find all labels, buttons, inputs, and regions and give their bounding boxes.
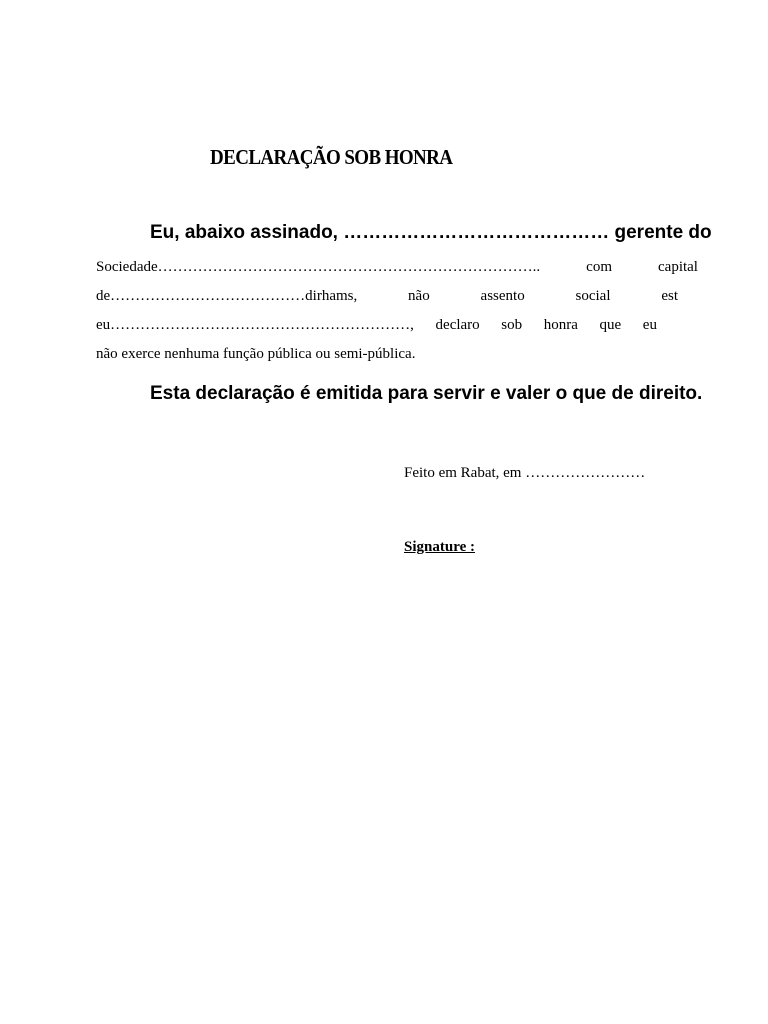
company-line <box>96 259 698 276</box>
word: capital <box>658 259 698 275</box>
capital-line <box>96 288 678 305</box>
word: declaro <box>435 317 480 333</box>
word: que <box>599 317 622 333</box>
word: assento <box>480 288 525 304</box>
signature-label: Signature : <box>404 539 475 555</box>
address-blank: eu……………………………………………………, <box>96 317 414 333</box>
capital-amount-blank: de…………………………………dirhams, <box>96 288 358 304</box>
place-date-line: Feito em Rabat, em …………………… <box>404 465 646 481</box>
declarant-intro: Eu, abaixo assinado, …………………………………… gerente do <box>150 222 712 243</box>
declaration-line <box>96 317 657 334</box>
word: est <box>661 288 678 304</box>
public-function-statement: não exerce nenhuma função pública ou semi-pública. <box>96 346 416 362</box>
word: social <box>575 288 611 304</box>
company-name-blank: Sociedade………………………………………………………………….. <box>96 259 541 275</box>
closing-statement: Esta declaração é emitida para servir e valer o que de direito. <box>150 383 703 404</box>
word: com <box>586 259 612 275</box>
word: sob <box>501 317 523 333</box>
word: eu <box>642 317 657 333</box>
word: honra <box>543 317 578 333</box>
document-title: DECLARAÇÃO SOB HONRA <box>210 146 453 170</box>
word: não <box>408 288 430 304</box>
